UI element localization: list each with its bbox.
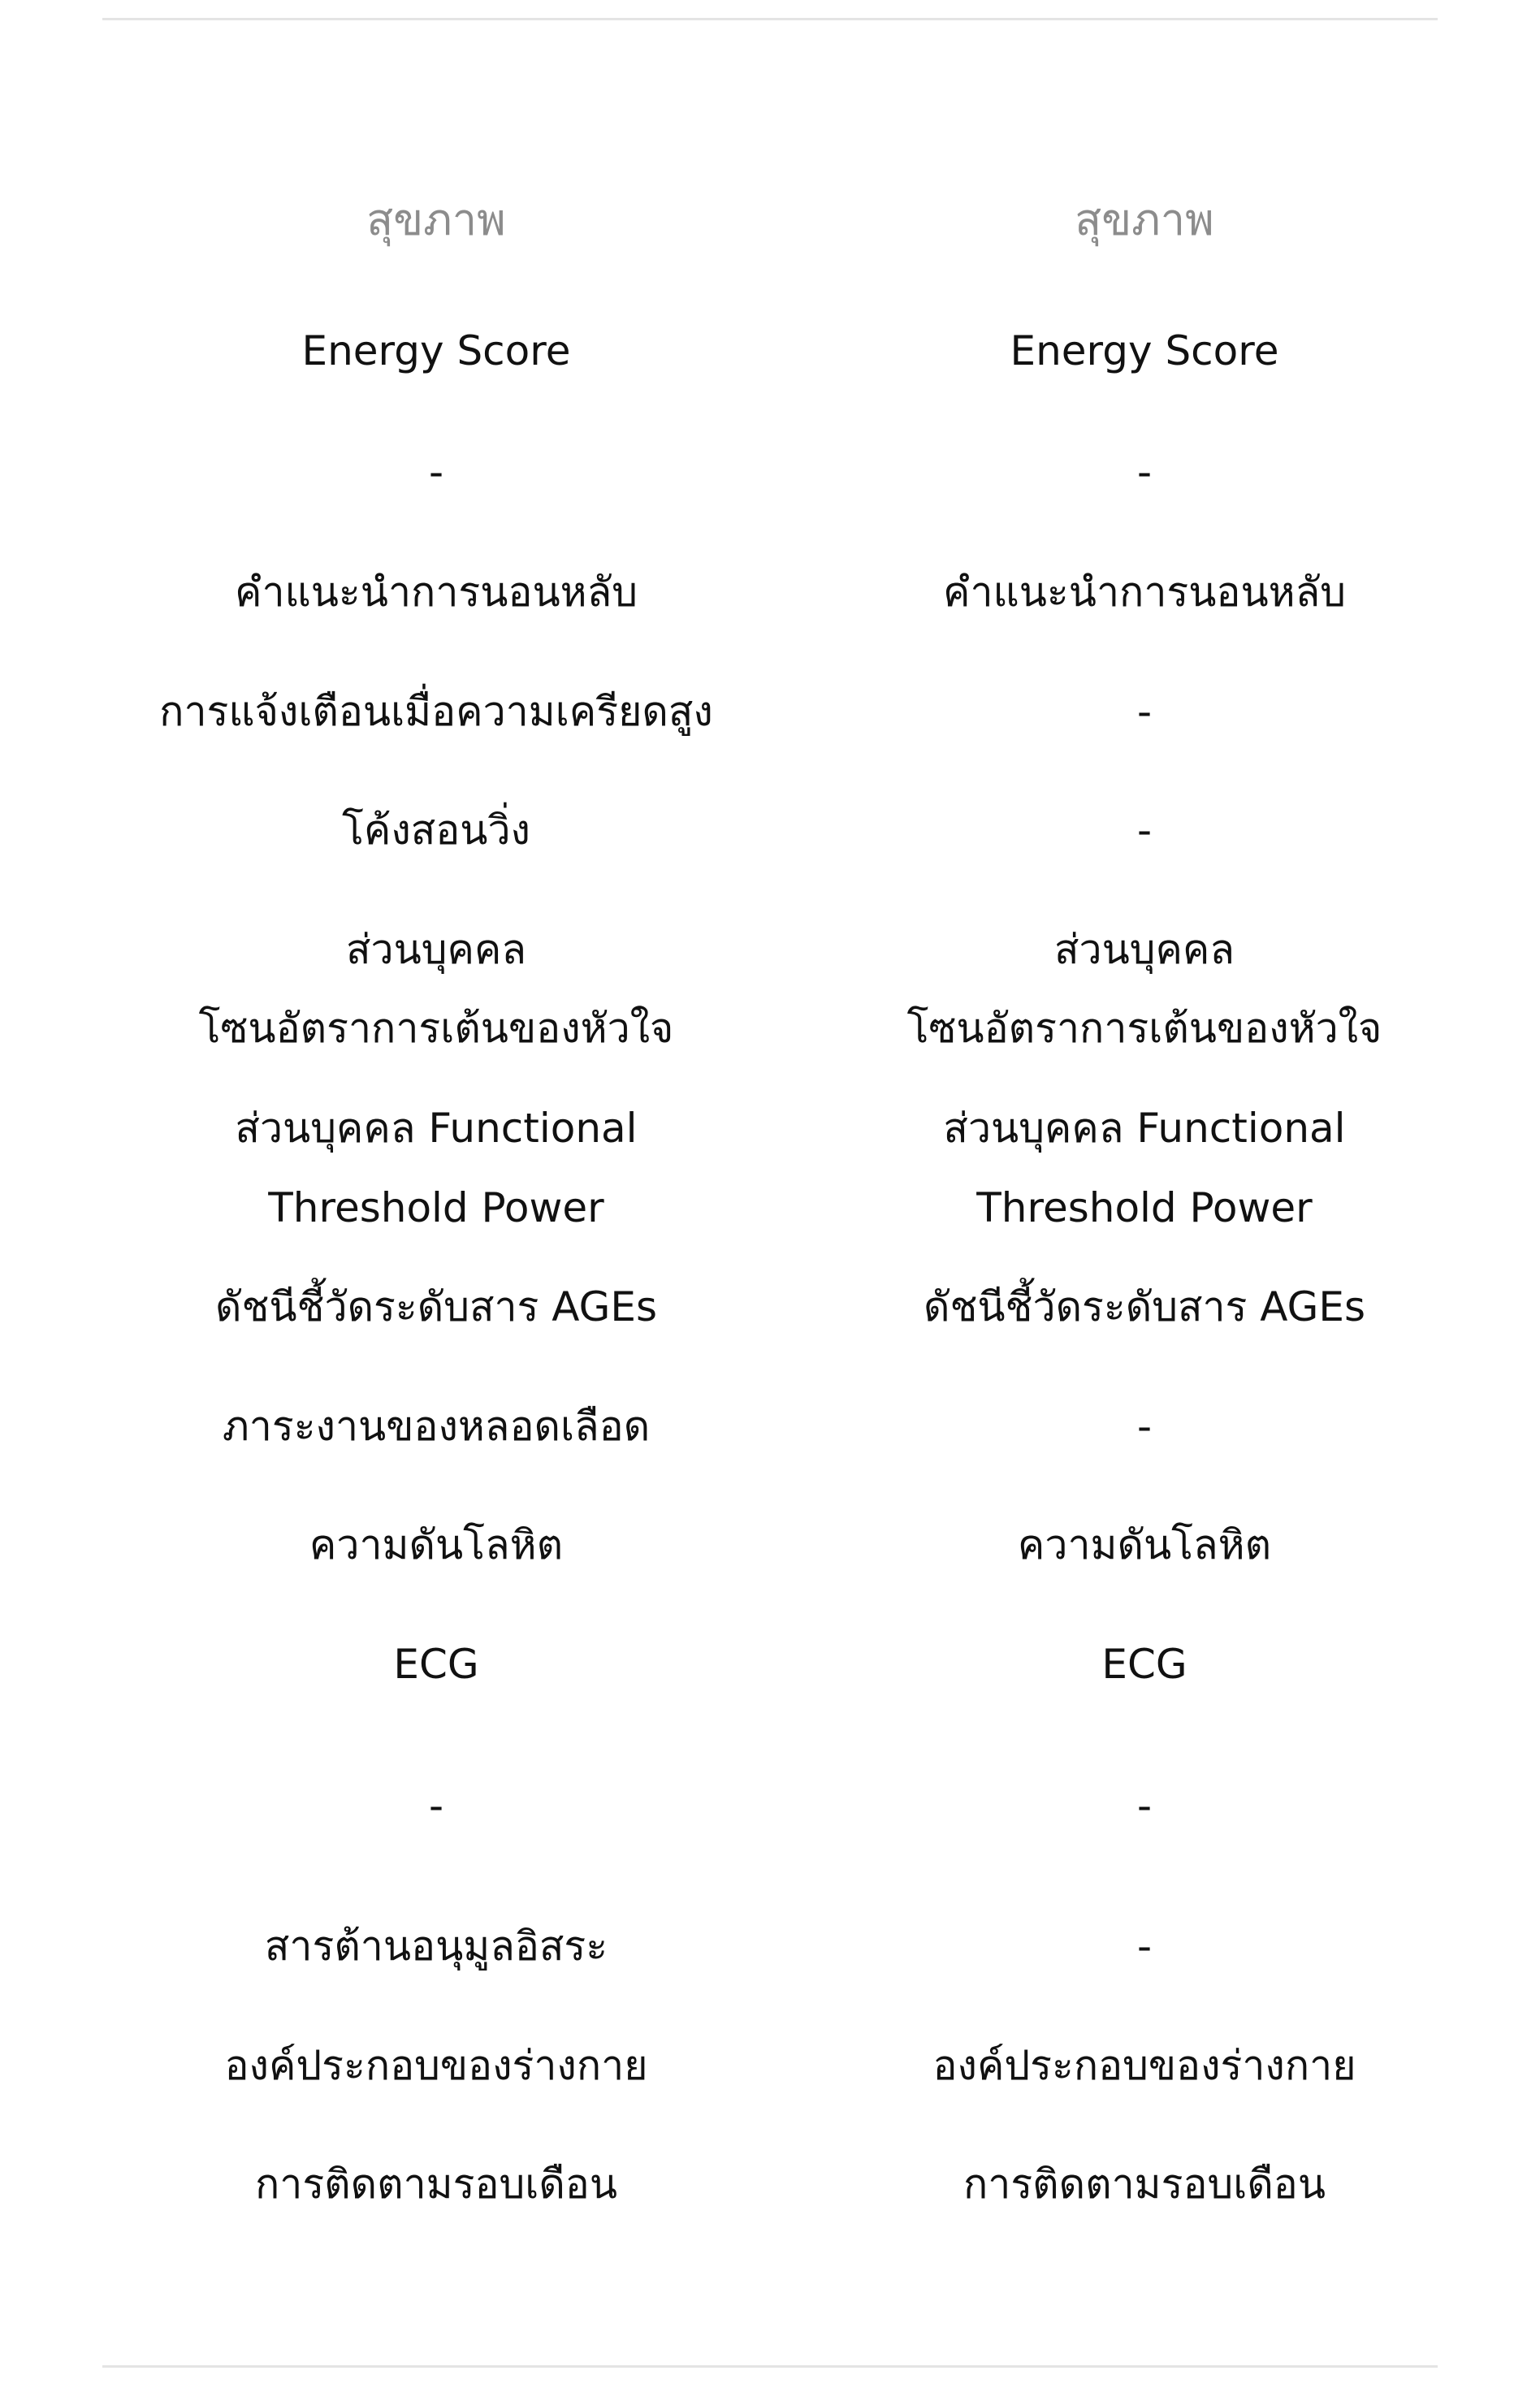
- feature-left-vascular-load: ภาระงานของหลอดเลือด: [222, 1403, 651, 1450]
- feature-left-heart-rate-zones-line2: โซนอัตราการเต้นของหัวใจ: [198, 1005, 674, 1052]
- feature-left-ftp-line2: Threshold Power: [268, 1184, 604, 1231]
- feature-left-sleep-guidance: คำแนะนำการนอนหลับ: [235, 569, 638, 616]
- feature-right-running-coach: -: [1136, 807, 1153, 854]
- feature-right-heart-rate-zones-line1: ส่วนบุคคล: [1053, 926, 1235, 973]
- feature-left-ages-index: ดัชนีชี้วัดระดับสาร AGEs: [214, 1283, 658, 1330]
- feature-right-ftp-line1: ส่วนบุคคล Functional: [943, 1105, 1346, 1152]
- feature-right-ages-index: ดัชนีชี้วัดระดับสาร AGEs: [923, 1283, 1366, 1330]
- feature-right-blood-pressure: ความดันโลหิต: [1017, 1521, 1272, 1568]
- feature-left-antioxidant: สารต้านอนุมูลอิสระ: [264, 1923, 608, 1970]
- section-header-right: สุขภาพ: [1075, 194, 1214, 245]
- bottom-divider: [102, 2365, 1438, 2368]
- feature-left-heart-rate-zones-line1: ส่วนบุคคล: [345, 926, 527, 973]
- feature-right-unavailable: -: [1136, 448, 1153, 495]
- feature-right-heart-rate-zones: [811, 910, 1478, 1068]
- feature-left-ecg: ECG: [393, 1641, 479, 1688]
- feature-right-stress-alert: -: [1136, 688, 1153, 735]
- feature-left-energy-score: Energy Score: [301, 327, 571, 374]
- feature-left-stress-alert: การแจ้งเตือนเมื่อความเครียดสูง: [159, 688, 713, 735]
- feature-right-cycle-tracking: การติดตามรอบเดือน: [962, 2161, 1326, 2208]
- feature-left-ftp: [102, 1088, 770, 1248]
- feature-right-ecg: ECG: [1101, 1641, 1187, 1688]
- feature-left-cycle-tracking: การติดตามรอบเดือน: [254, 2161, 618, 2208]
- feature-left-unavailable-2: -: [428, 1782, 444, 1829]
- feature-right-vascular-load: -: [1136, 1403, 1153, 1450]
- feature-left-unavailable: -: [428, 448, 444, 495]
- feature-left-ftp-line1: ส่วนบุคคล Functional: [235, 1105, 638, 1152]
- feature-right-ftp-line2: Threshold Power: [976, 1184, 1313, 1231]
- feature-right-antioxidant: -: [1136, 1923, 1153, 1970]
- feature-left-blood-pressure: ความดันโลหิต: [309, 1521, 564, 1568]
- section-header-left: สุขภาพ: [366, 194, 506, 245]
- feature-right-body-composition: องค์ประกอบของร่างกาย: [932, 2042, 1356, 2089]
- feature-right-ftp: [811, 1088, 1478, 1248]
- feature-right-unavailable-2: -: [1136, 1782, 1153, 1829]
- feature-left-running-coach: โค้งสอนวิ่ง: [342, 807, 530, 854]
- feature-right-sleep-guidance: คำแนะนำการนอนหลับ: [943, 569, 1346, 616]
- feature-right-energy-score: Energy Score: [1010, 327, 1279, 374]
- feature-right-heart-rate-zones-line2: โซนอัตราการเต้นของหัวใจ: [906, 1005, 1382, 1052]
- feature-left-heart-rate-zones: [102, 910, 770, 1068]
- feature-comparison-table: [102, 0, 1438, 2388]
- feature-left-body-composition: องค์ประกอบของร่างกาย: [224, 2042, 648, 2089]
